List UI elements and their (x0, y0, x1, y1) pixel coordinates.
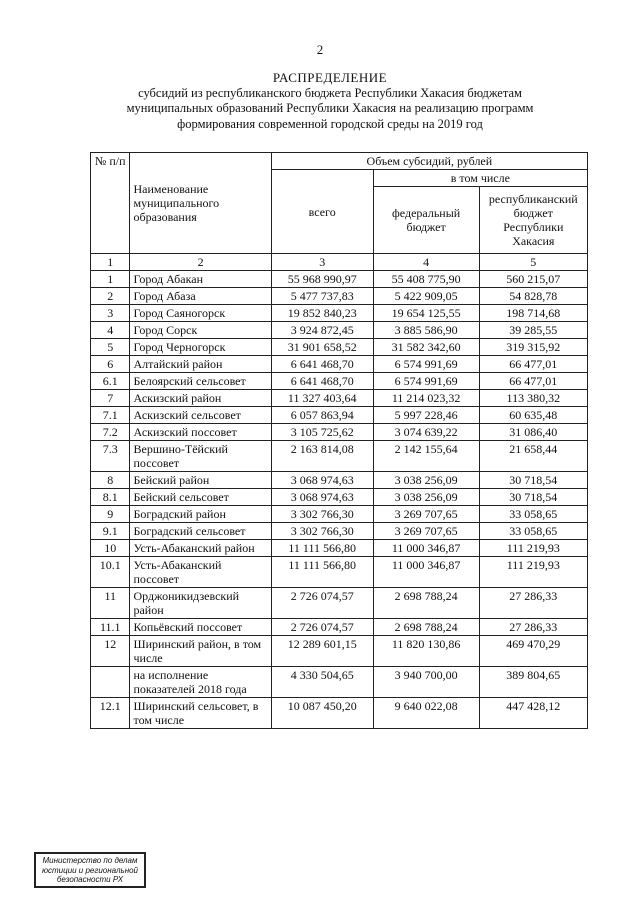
row-total: 5 477 737,83 (271, 288, 373, 305)
header-including: в том числе (373, 170, 587, 187)
row-federal: 3 038 256,09 (373, 489, 479, 506)
row-number: 9.1 (91, 523, 130, 540)
row-number: 11.1 (91, 619, 130, 636)
row-name: Усть-Абаканский район (130, 540, 271, 557)
row-name: Аскизский район (130, 390, 271, 407)
row-name: на исполнение показателей 2018 года (130, 667, 271, 698)
row-total: 2 163 814,08 (271, 441, 373, 472)
row-number: 1 (91, 271, 130, 288)
row-total: 11 327 403,64 (271, 390, 373, 407)
table-row (91, 441, 588, 472)
row-republic: 27 286,33 (479, 588, 587, 619)
row-federal: 11 000 346,87 (373, 540, 479, 557)
table-row (91, 322, 588, 339)
row-total: 3 924 872,45 (271, 322, 373, 339)
row-name: Копьёвский поссовет (130, 619, 271, 636)
row-number: 3 (91, 305, 130, 322)
row-republic: 560 215,07 (479, 271, 587, 288)
table-row (91, 557, 588, 588)
row-republic: 198 714,68 (479, 305, 587, 322)
header-num: № п/п (91, 153, 130, 254)
row-federal: 3 885 586,90 (373, 322, 479, 339)
row-name: Боградский район (130, 506, 271, 523)
row-republic: 111 219,93 (479, 557, 587, 588)
row-number: 8.1 (91, 489, 130, 506)
row-republic: 54 828,78 (479, 288, 587, 305)
row-name: Белоярский сельсовет (130, 373, 271, 390)
row-federal: 2 698 788,24 (373, 619, 479, 636)
header-federal: федеральный бюджет (373, 187, 479, 254)
row-name: Бейский сельсовет (130, 489, 271, 506)
table-row (91, 588, 588, 619)
row-federal: 11 214 023,32 (373, 390, 479, 407)
row-republic: 66 477,01 (479, 356, 587, 373)
row-total: 3 068 974,63 (271, 472, 373, 489)
row-name: Город Черногорск (130, 339, 271, 356)
row-number: 7.3 (91, 441, 130, 472)
row-number: 6.1 (91, 373, 130, 390)
row-name: Алтайский район (130, 356, 271, 373)
table-row (91, 698, 588, 729)
column-index: 3 (271, 254, 373, 271)
row-federal: 3 074 639,22 (373, 424, 479, 441)
table-row (91, 636, 588, 667)
row-federal: 6 574 991,69 (373, 373, 479, 390)
row-number: 4 (91, 322, 130, 339)
row-number: 6 (91, 356, 130, 373)
row-federal: 31 582 342,60 (373, 339, 479, 356)
table-row (91, 305, 588, 322)
table-row (91, 407, 588, 424)
row-number: 9 (91, 506, 130, 523)
row-name: Бейский район (130, 472, 271, 489)
row-federal: 11 000 346,87 (373, 557, 479, 588)
title-line: субсидий из республиканского бюджета Республики Хакасия бюджетам (138, 85, 522, 100)
stamp-line: юстиции и региональной (41, 865, 139, 875)
row-total: 19 852 840,23 (271, 305, 373, 322)
column-index: 5 (479, 254, 587, 271)
row-federal: 3 038 256,09 (373, 472, 479, 489)
row-total: 12 289 601,15 (271, 636, 373, 667)
row-federal: 2 142 155,64 (373, 441, 479, 472)
row-republic: 111 219,93 (479, 540, 587, 557)
column-index-row (91, 254, 588, 271)
row-total: 3 105 725,62 (271, 424, 373, 441)
title-line: муниципальных образований Республики Хакасия на реализацию программ (126, 101, 534, 115)
table-row (91, 271, 588, 288)
row-number: 7.1 (91, 407, 130, 424)
row-republic: 447 428,12 (479, 698, 587, 729)
subsidy-table (90, 152, 588, 729)
row-republic: 113 380,32 (479, 390, 587, 407)
row-name: Ширинский сельсовет, в том числе (130, 698, 271, 729)
row-federal: 5 997 228,46 (373, 407, 479, 424)
row-total: 11 111 566,80 (271, 540, 373, 557)
row-number: 10.1 (91, 557, 130, 588)
document-title (60, 70, 600, 132)
row-number: 12.1 (91, 698, 130, 729)
row-federal: 19 654 125,55 (373, 305, 479, 322)
table-row (91, 424, 588, 441)
row-total: 55 968 990,97 (271, 271, 373, 288)
table-row (91, 540, 588, 557)
row-republic: 33 058,65 (479, 523, 587, 540)
row-number: 10 (91, 540, 130, 557)
header-republic: республиканский бюджет Республики Хакасия (479, 187, 587, 254)
table-row (91, 506, 588, 523)
header-volume: Объем субсидий, рублей (271, 153, 587, 170)
row-total: 3 068 974,63 (271, 489, 373, 506)
row-federal: 3 940 700,00 (373, 667, 479, 698)
table-row (91, 339, 588, 356)
row-name: Вершино-Тёйский поссовет (130, 441, 271, 472)
table-row (91, 489, 588, 506)
row-federal: 2 698 788,24 (373, 588, 479, 619)
row-name: Ширинский район, в том числе (130, 636, 271, 667)
row-republic: 21 658,44 (479, 441, 587, 472)
row-name: Усть-Абаканский поссовет (130, 557, 271, 588)
row-name: Город Абаза (130, 288, 271, 305)
row-republic: 27 286,33 (479, 619, 587, 636)
table-row (91, 619, 588, 636)
row-total: 6 641 468,70 (271, 356, 373, 373)
row-number: 2 (91, 288, 130, 305)
table-row (91, 390, 588, 407)
row-republic: 66 477,01 (479, 373, 587, 390)
row-total: 4 330 504,65 (271, 667, 373, 698)
row-number (91, 667, 130, 698)
row-name: Город Сорск (130, 322, 271, 339)
header-total: всего (271, 170, 373, 254)
stamp-line: безопасности РХ (56, 875, 124, 884)
row-name: Аскизский поссовет (130, 424, 271, 441)
table-row (91, 288, 588, 305)
row-total: 3 302 766,30 (271, 523, 373, 540)
row-republic: 30 718,54 (479, 489, 587, 506)
page-number: 2 (316, 42, 324, 57)
row-number: 11 (91, 588, 130, 619)
row-federal: 3 269 707,65 (373, 523, 479, 540)
row-federal: 3 269 707,65 (373, 506, 479, 523)
row-number: 12 (91, 636, 130, 667)
row-number: 5 (91, 339, 130, 356)
row-total: 31 901 658,52 (271, 339, 373, 356)
column-index: 4 (373, 254, 479, 271)
row-republic: 469 470,29 (479, 636, 587, 667)
row-total: 2 726 074,57 (271, 588, 373, 619)
row-federal: 6 574 991,69 (373, 356, 479, 373)
row-republic: 319 315,92 (479, 339, 587, 356)
row-republic: 33 058,65 (479, 506, 587, 523)
table-row (91, 472, 588, 489)
row-republic: 31 086,40 (479, 424, 587, 441)
row-federal: 5 422 909,05 (373, 288, 479, 305)
table-body (91, 271, 588, 729)
row-name: Город Саяногорск (130, 305, 271, 322)
row-republic: 39 285,55 (479, 322, 587, 339)
row-federal: 11 820 130,86 (373, 636, 479, 667)
table-row (91, 356, 588, 373)
title-line: формирования современной городской среды на 2019 год (177, 116, 483, 131)
stamp-line: Министерство по делам (42, 856, 138, 865)
row-total: 11 111 566,80 (271, 557, 373, 588)
row-name: Орджоникидзевский район (130, 588, 271, 619)
row-total: 10 087 450,20 (271, 698, 373, 729)
row-name: Аскизский сельсовет (130, 407, 271, 424)
row-total: 2 726 074,57 (271, 619, 373, 636)
registration-stamp (34, 852, 146, 888)
row-republic: 389 804,65 (479, 667, 587, 698)
column-index: 1 (91, 254, 130, 271)
column-index: 2 (130, 254, 271, 271)
table-row (91, 373, 588, 390)
row-number: 8 (91, 472, 130, 489)
row-federal: 55 408 775,90 (373, 271, 479, 288)
row-name: Город Абакан (130, 271, 271, 288)
row-republic: 60 635,48 (479, 407, 587, 424)
header-name: Наименование муниципального образования (130, 153, 271, 254)
table-row (91, 523, 588, 540)
row-total: 6 057 863,94 (271, 407, 373, 424)
row-total: 6 641 468,70 (271, 373, 373, 390)
row-number: 7 (91, 390, 130, 407)
row-number: 7.2 (91, 424, 130, 441)
title-main: РАСПРЕДЕЛЕНИЕ (272, 70, 388, 85)
row-total: 3 302 766,30 (271, 506, 373, 523)
row-republic: 30 718,54 (479, 472, 587, 489)
row-federal: 9 640 022,08 (373, 698, 479, 729)
row-name: Боградский сельсовет (130, 523, 271, 540)
table-row (91, 667, 588, 698)
